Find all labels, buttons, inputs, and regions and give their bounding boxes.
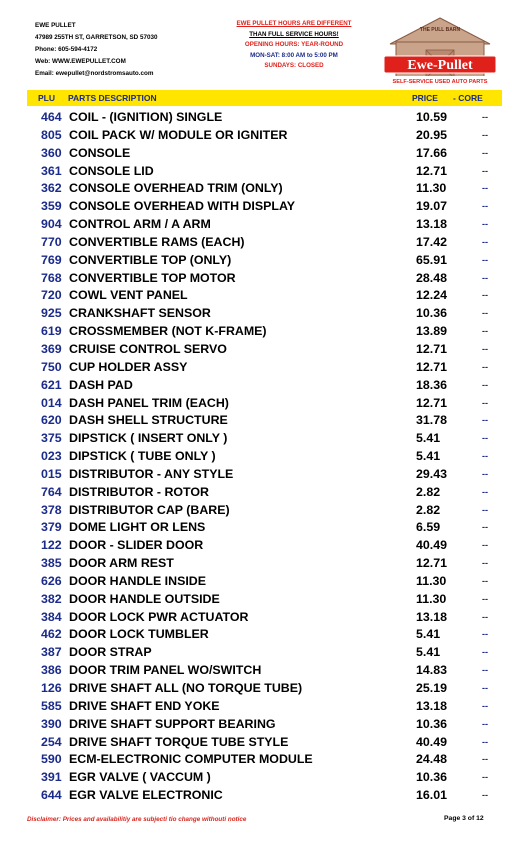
table-row xyxy=(0,215,516,233)
part-core: -- xyxy=(482,236,488,247)
company-address: 47989 255TH ST, GARRETSON, SD 57030 xyxy=(35,34,158,41)
part-core: -- xyxy=(482,361,488,372)
part-plu: 770 xyxy=(41,234,62,249)
ewe-pullet-logo xyxy=(380,14,500,90)
table-row xyxy=(0,590,516,608)
column-header-price: PRICE xyxy=(412,93,438,103)
part-price: 40.49 xyxy=(416,734,448,749)
part-price: 12.71 xyxy=(416,556,448,571)
part-plu: 619 xyxy=(41,324,62,339)
part-description: CONTROL ARM / A ARM xyxy=(69,217,211,232)
notice-line-3: OPENING HOURS: YEAR-ROUND xyxy=(244,41,344,48)
part-core: -- xyxy=(482,790,488,801)
part-price: 13.89 xyxy=(416,324,448,339)
part-core: -- xyxy=(482,129,488,140)
part-price: 12.71 xyxy=(416,341,448,356)
part-plu: 464 xyxy=(41,110,62,124)
part-description: DASH PAD xyxy=(69,377,133,392)
part-price: 11.30 xyxy=(416,181,447,196)
part-core: -- xyxy=(482,468,488,479)
part-core: -- xyxy=(482,290,488,301)
part-description: DRIVE SHAFT TORQUE TUBE STYLE xyxy=(69,734,289,749)
column-header-core: - CORE xyxy=(453,93,483,103)
table-row xyxy=(0,144,516,162)
part-plu: 626 xyxy=(41,573,62,588)
part-core: -- xyxy=(482,683,488,693)
part-description: DISTRIBUTOR - ANY STYLE xyxy=(69,466,234,481)
part-plu: 644 xyxy=(41,788,62,803)
part-core: -- xyxy=(482,665,488,676)
part-core: -- xyxy=(482,593,488,604)
part-description: COWL VENT PANEL xyxy=(69,288,188,303)
table-row xyxy=(0,750,516,768)
hours-notice xyxy=(226,19,362,72)
table-row xyxy=(0,429,516,447)
svg-text:SELF-SERVICE USED AUTO PARTS: SELF-SERVICE USED AUTO PARTS xyxy=(392,79,488,85)
part-description: DRIVE SHAFT END YOKE xyxy=(69,698,220,713)
part-plu: 361 xyxy=(41,163,62,178)
table-row xyxy=(0,162,516,180)
notice-line-5: SUNDAYS: CLOSED xyxy=(264,62,324,69)
page-number: Page 3 of 12 xyxy=(444,815,484,822)
part-plu: 015 xyxy=(41,466,62,481)
part-description: DRIVE SHAFT SUPPORT BEARING xyxy=(69,716,276,731)
part-plu: 254 xyxy=(41,734,62,749)
part-description: CUP HOLDER ASSY xyxy=(69,359,188,374)
part-core: -- xyxy=(482,558,488,569)
part-description: ECM-ELECTRONIC COMPUTER MODULE xyxy=(69,752,313,767)
part-price: 13.18 xyxy=(416,609,448,624)
part-core: -- xyxy=(482,504,488,515)
part-description: CRUISE CONTROL SERVO xyxy=(69,341,227,356)
part-plu: 925 xyxy=(41,306,62,321)
company-email: Email: ewepullet@nordstromsauto.com xyxy=(35,70,154,77)
table-row xyxy=(0,233,516,251)
part-price: 12.71 xyxy=(416,163,448,178)
part-description: DOOR HANDLE INSIDE xyxy=(69,573,206,588)
part-price: 5.41 xyxy=(416,449,441,464)
part-core: -- xyxy=(482,772,488,783)
part-plu: 384 xyxy=(41,609,62,624)
part-description: CONSOLE LID xyxy=(69,163,154,178)
table-row xyxy=(0,786,516,804)
notice-line-4: MON-SAT: 8:00 AM to 5:00 PM xyxy=(250,51,338,59)
notice-line-1: EWE PULLET HOURS ARE DIFFERENT xyxy=(236,20,352,27)
table-row xyxy=(0,108,516,126)
part-description: DOME LIGHT OR LENS xyxy=(69,520,206,535)
part-price: 13.18 xyxy=(416,217,448,232)
part-core: -- xyxy=(482,343,488,354)
part-plu: 387 xyxy=(41,645,62,660)
part-description: DASH PANEL TRIM (EACH) xyxy=(69,395,229,410)
table-row xyxy=(0,286,516,304)
table-row xyxy=(0,715,516,733)
part-description: CROSSMEMBER (NOT K-FRAME) xyxy=(69,324,267,339)
table-row xyxy=(0,518,516,536)
part-core: -- xyxy=(482,540,488,551)
part-core: -- xyxy=(482,629,488,640)
part-description: DOOR STRAP xyxy=(69,645,152,660)
part-plu: 620 xyxy=(41,413,62,428)
company-info xyxy=(35,20,158,80)
part-price: 5.41 xyxy=(416,645,441,660)
disclaimer-text: Disclaimer: Prices and availabilitiy are subjecti tio change withouti notice xyxy=(27,816,247,823)
table-row xyxy=(0,679,516,697)
part-description: EGR VALVE ( VACCUM ) xyxy=(69,770,211,785)
part-price: 29.43 xyxy=(416,466,448,481)
table-row xyxy=(0,358,516,376)
part-price: 13.18 xyxy=(416,698,448,713)
part-plu: 126 xyxy=(41,681,62,695)
part-price: 12.24 xyxy=(416,288,448,303)
part-plu: 378 xyxy=(41,502,62,517)
part-core: -- xyxy=(482,272,488,283)
company-web: Web: WWW.EWEPULLET.COM xyxy=(35,58,126,65)
part-plu: 769 xyxy=(41,252,62,267)
part-description: EGR VALVE ELECTRONIC xyxy=(69,788,223,803)
part-price: 5.41 xyxy=(416,431,441,446)
table-row xyxy=(0,447,516,465)
part-plu: 369 xyxy=(41,341,62,356)
table-row xyxy=(0,269,516,287)
part-description: COIL - (IGNITION) SINGLE xyxy=(69,110,223,124)
table-row xyxy=(0,465,516,483)
part-price: 10.36 xyxy=(416,306,448,321)
part-price: 11.30 xyxy=(416,591,447,606)
part-description: CONVERTIBLE TOP MOTOR xyxy=(69,270,236,285)
part-price: 5.41 xyxy=(416,627,441,642)
page-footer xyxy=(0,812,516,842)
column-header-plu: PLU xyxy=(38,93,55,103)
part-core: -- xyxy=(482,308,488,319)
part-core: -- xyxy=(482,754,488,765)
part-plu: 805 xyxy=(41,127,62,142)
part-plu: 386 xyxy=(41,663,62,678)
part-plu: 462 xyxy=(41,627,62,642)
notice-line-2: THAN FULL SERVICE HOURS! xyxy=(249,30,339,38)
part-core: -- xyxy=(482,433,488,444)
part-plu: 904 xyxy=(41,217,62,232)
page-header xyxy=(0,0,516,92)
part-plu: 385 xyxy=(41,556,62,571)
table-row xyxy=(0,536,516,554)
part-description: DOOR LOCK PWR ACTUATOR xyxy=(69,609,249,624)
table-row xyxy=(0,483,516,501)
part-price: 31.78 xyxy=(416,413,448,428)
part-core: -- xyxy=(482,219,488,230)
part-description: DASH SHELL STRUCTURE xyxy=(69,413,228,428)
table-row xyxy=(0,501,516,519)
part-price: 2.82 xyxy=(416,484,441,499)
table-row xyxy=(0,697,516,715)
part-price: 16.01 xyxy=(416,788,448,803)
part-plu: 590 xyxy=(41,752,62,767)
part-price: 11.30 xyxy=(416,573,447,588)
part-plu: 379 xyxy=(41,520,62,535)
part-price: 12.71 xyxy=(416,359,448,374)
part-price: 12.71 xyxy=(416,395,448,410)
table-row xyxy=(0,768,516,786)
part-price: 25.19 xyxy=(416,681,448,695)
table-row xyxy=(0,661,516,679)
table-row xyxy=(0,733,516,751)
part-core: -- xyxy=(482,112,488,122)
part-price: 6.59 xyxy=(416,520,441,535)
part-plu: 362 xyxy=(41,181,62,196)
table-row xyxy=(0,322,516,340)
table-row xyxy=(0,608,516,626)
part-price: 2.82 xyxy=(416,502,441,517)
part-plu: 390 xyxy=(41,716,62,731)
table-row xyxy=(0,197,516,215)
part-core: -- xyxy=(482,718,488,729)
part-price: 28.48 xyxy=(416,270,448,285)
company-name: EWE PULLET xyxy=(35,22,76,29)
part-core: -- xyxy=(482,575,488,586)
part-description: CONSOLE xyxy=(69,145,131,160)
table-row xyxy=(0,251,516,269)
part-plu: 382 xyxy=(41,591,62,606)
part-description: DOOR TRIM PANEL WO/SWITCH xyxy=(69,663,262,678)
table-row xyxy=(0,340,516,358)
part-core: -- xyxy=(482,183,488,194)
table-row xyxy=(0,376,516,394)
table-row xyxy=(0,572,516,590)
part-plu: 014 xyxy=(41,395,62,410)
part-core: -- xyxy=(482,451,488,462)
part-description: CRANKSHAFT SENSOR xyxy=(69,306,211,321)
part-plu: 122 xyxy=(41,538,62,553)
part-core: -- xyxy=(482,522,488,533)
table-row xyxy=(0,643,516,661)
svg-text:THE PULL BARN: THE PULL BARN xyxy=(419,27,461,33)
table-row xyxy=(0,179,516,197)
part-core: -- xyxy=(482,736,488,747)
part-core: -- xyxy=(482,700,488,711)
part-plu: 359 xyxy=(41,199,62,214)
part-core: -- xyxy=(482,254,488,265)
part-description: CONVERTIBLE RAMS (EACH) xyxy=(69,234,245,249)
part-description: DIPSTICK ( TUBE ONLY ) xyxy=(69,449,216,464)
table-row xyxy=(0,411,516,429)
part-plu: 768 xyxy=(41,270,62,285)
part-price: 10.36 xyxy=(416,716,448,731)
part-description: DOOR LOCK TUMBLER xyxy=(69,627,209,642)
part-description: CONVERTIBLE TOP (ONLY) xyxy=(69,252,232,267)
part-core: -- xyxy=(482,415,488,426)
part-price: 10.59 xyxy=(416,110,448,124)
part-price: 14.83 xyxy=(416,663,448,678)
table-row xyxy=(0,394,516,412)
part-price: 20.95 xyxy=(416,127,448,142)
barn-logo-graphic xyxy=(380,14,500,90)
part-price: 18.36 xyxy=(416,377,448,392)
part-plu: 375 xyxy=(41,431,62,446)
part-core: -- xyxy=(482,611,488,622)
part-core: -- xyxy=(482,647,488,658)
svg-text:Ewe-Pullet: Ewe-Pullet xyxy=(407,58,473,73)
part-plu: 750 xyxy=(41,359,62,374)
company-phone: Phone: 605-594-4172 xyxy=(35,46,98,53)
part-description: CONSOLE OVERHEAD WITH DISPLAY xyxy=(69,199,296,214)
part-core: -- xyxy=(482,147,488,158)
part-description: DIPSTICK ( INSERT ONLY ) xyxy=(69,431,228,446)
part-price: 24.48 xyxy=(416,752,448,767)
part-description: DOOR ARM REST xyxy=(69,556,174,571)
part-plu: 720 xyxy=(41,288,62,303)
part-price: 17.42 xyxy=(416,234,448,249)
part-plu: 764 xyxy=(41,484,62,499)
part-plu: 621 xyxy=(41,377,62,392)
part-description: DISTRIBUTOR - ROTOR xyxy=(69,484,209,499)
part-plu: 585 xyxy=(41,698,62,713)
part-core: -- xyxy=(482,201,488,212)
table-row xyxy=(0,126,516,144)
part-description: COIL PACK W/ MODULE OR IGNITER xyxy=(69,127,288,142)
part-core: -- xyxy=(482,397,488,408)
part-description: DISTRIBUTOR CAP (BARE) xyxy=(69,502,230,517)
table-row xyxy=(0,304,516,322)
part-description: DOOR HANDLE OUTSIDE xyxy=(69,591,220,606)
part-core: -- xyxy=(482,486,488,497)
part-plu: 023 xyxy=(41,449,62,464)
part-price: 65.91 xyxy=(416,252,448,267)
part-price: 19.07 xyxy=(416,199,448,214)
part-core: -- xyxy=(482,379,488,390)
table-row xyxy=(0,554,516,572)
part-core: -- xyxy=(482,326,488,337)
part-description: DRIVE SHAFT ALL (NO TORQUE TUBE) xyxy=(69,681,303,695)
parts-list xyxy=(0,108,516,804)
part-price: 17.66 xyxy=(416,145,448,160)
part-price: 10.36 xyxy=(416,770,448,785)
column-header-description: PARTS DESCRIPTION xyxy=(68,93,157,103)
part-description: DOOR - SLIDER DOOR xyxy=(69,538,204,553)
part-plu: 360 xyxy=(41,145,62,160)
column-header-bar xyxy=(27,90,502,106)
part-price: 40.49 xyxy=(416,538,448,553)
part-core: -- xyxy=(482,165,488,176)
part-description: CONSOLE OVERHEAD TRIM (ONLY) xyxy=(69,181,283,196)
table-row xyxy=(0,625,516,643)
part-plu: 391 xyxy=(41,770,62,785)
